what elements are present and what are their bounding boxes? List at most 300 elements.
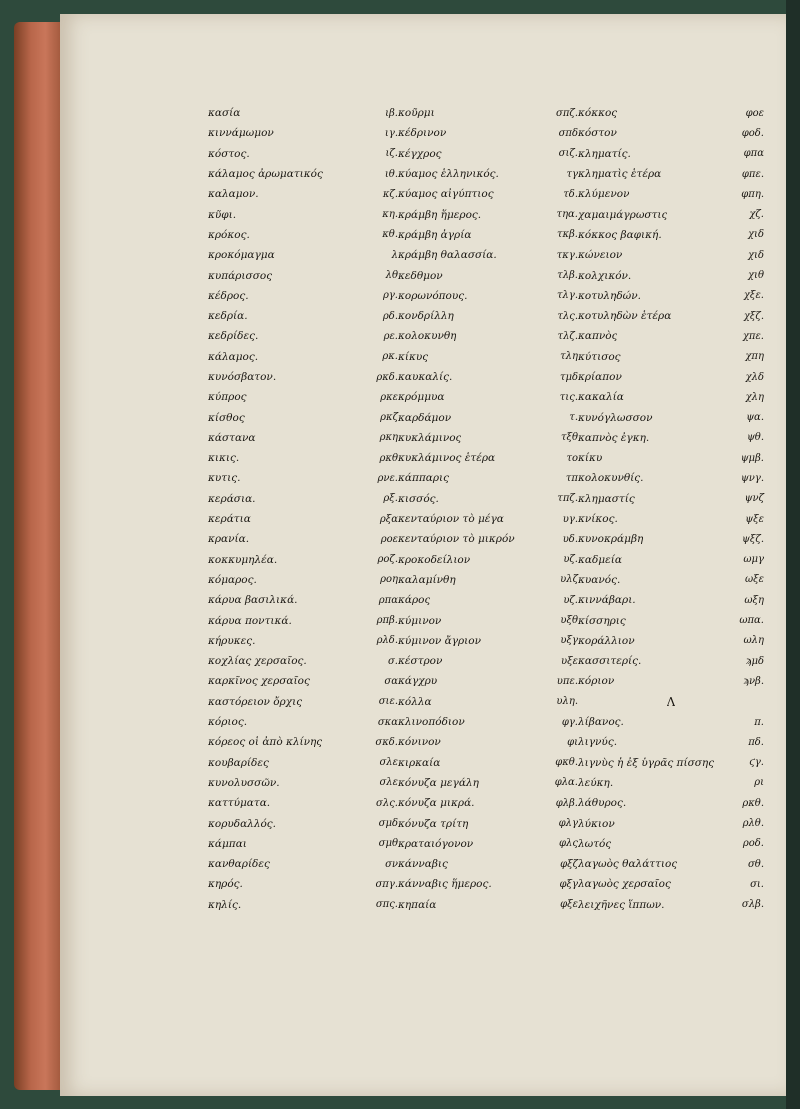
index-entry bbox=[398, 753, 578, 773]
entry-number: ρκε bbox=[380, 391, 398, 403]
entry-word: κάρυα βασιλικά. bbox=[208, 594, 298, 607]
index-entry bbox=[398, 712, 578, 732]
entry-number: ωλη bbox=[743, 635, 764, 647]
entry-number: ρπβ. bbox=[376, 615, 398, 627]
index-entry bbox=[578, 164, 764, 184]
entry-word: καρκῖνος χερσαῖος bbox=[208, 675, 310, 688]
entry-number: χξζ. bbox=[743, 310, 764, 322]
entry-word: κυνοκράμβη bbox=[578, 533, 644, 546]
entry-word: καρδάμον bbox=[398, 411, 452, 424]
entry-word: κεδρία. bbox=[208, 310, 248, 323]
entry-number: ρξα bbox=[379, 513, 398, 525]
entry-word: κιννάμωμον bbox=[208, 127, 274, 140]
index-entry bbox=[398, 265, 578, 285]
index-entry bbox=[398, 570, 578, 590]
entry-number: χλδ bbox=[745, 371, 764, 383]
index-entry bbox=[578, 570, 764, 590]
entry-number: ψνζ bbox=[744, 493, 764, 505]
index-entry bbox=[398, 529, 578, 549]
entry-number: ιγ. bbox=[384, 127, 398, 139]
index-entry bbox=[398, 225, 578, 245]
entry-number: κη. bbox=[382, 209, 398, 221]
index-entry bbox=[578, 874, 764, 894]
entry-word: κόκκος βαφική. bbox=[578, 228, 662, 241]
entry-number: χπη bbox=[745, 351, 764, 363]
entry-number: ϡμδ bbox=[745, 655, 764, 667]
index-entry bbox=[208, 793, 398, 813]
entry-word: κλύμενον bbox=[578, 188, 630, 201]
entry-word: κορωνόπους. bbox=[398, 289, 468, 302]
entry-number: ρκη bbox=[379, 432, 398, 444]
index-entry bbox=[578, 712, 764, 732]
entry-number: φπε. bbox=[741, 168, 764, 180]
index-entry bbox=[208, 773, 398, 793]
index-entry bbox=[208, 204, 398, 224]
entry-number: ιθ. bbox=[384, 168, 398, 180]
entry-word: κράμβη ἀγρία bbox=[398, 228, 472, 241]
entry-number: φπα bbox=[743, 148, 764, 160]
entry-word: κεδρίδες. bbox=[208, 330, 259, 343]
entry-word: κόκκος bbox=[578, 107, 618, 120]
entry-number: ρι bbox=[754, 777, 764, 789]
index-entry bbox=[578, 144, 764, 164]
index-entry bbox=[398, 834, 578, 854]
index-entry bbox=[208, 123, 398, 143]
entry-word: κράμβη θαλασσία. bbox=[398, 249, 497, 262]
index-entry bbox=[208, 387, 398, 407]
index-entry bbox=[208, 489, 398, 509]
entry-number: σιζ. bbox=[558, 148, 578, 160]
entry-word: καδμεία bbox=[578, 553, 622, 566]
entry-word: κολοκυνθίς. bbox=[578, 472, 644, 485]
entry-number: το bbox=[566, 452, 578, 464]
entry-word: κίκυ bbox=[578, 452, 603, 465]
entry-word: καυκαλίς. bbox=[398, 371, 453, 383]
entry-number: τξθ bbox=[560, 432, 578, 444]
index-entry bbox=[208, 509, 398, 529]
index-entry bbox=[398, 550, 578, 570]
entry-word: κάρυα ποντικά. bbox=[208, 614, 292, 627]
index-entry bbox=[208, 468, 398, 488]
entry-word: κόνινον bbox=[398, 736, 441, 749]
index-entry bbox=[208, 590, 398, 610]
entry-number: ρκζ bbox=[380, 412, 398, 424]
entry-word: καλαμον. bbox=[208, 188, 259, 201]
index-entry bbox=[578, 123, 764, 143]
entry-number: ρδ. bbox=[382, 310, 398, 322]
entry-word: κύαμος ἑλληνικός. bbox=[398, 168, 499, 181]
entry-word: κενταύριον τὸ μέγα bbox=[398, 513, 504, 526]
entry-number: σν bbox=[385, 858, 398, 870]
entry-word: κίσθος bbox=[208, 411, 245, 424]
entry-word: κονδρίλλη bbox=[398, 310, 454, 323]
index-entry bbox=[578, 306, 764, 326]
index-entry bbox=[578, 732, 764, 752]
entry-word: κράμβη ἥμερος. bbox=[398, 208, 482, 221]
entry-word: κάλαμος. bbox=[208, 350, 259, 363]
entry-number: τλς. bbox=[557, 310, 578, 322]
entry-word: κανθαρίδες bbox=[208, 858, 270, 871]
index-entry bbox=[398, 123, 578, 143]
entry-number: υξε bbox=[561, 655, 578, 667]
entry-number: σλς. bbox=[376, 797, 398, 809]
index-entry bbox=[208, 448, 398, 468]
entry-word: κοῦρμι bbox=[398, 107, 435, 120]
entry-number: ϛγ. bbox=[749, 757, 764, 769]
entry-word: κοράλλιον bbox=[578, 634, 635, 647]
index-entry bbox=[578, 103, 764, 123]
entry-word: κύαμος αἰγύπτιος bbox=[398, 188, 494, 201]
index-entry bbox=[208, 225, 398, 245]
index-entry bbox=[398, 144, 578, 164]
index-entry bbox=[578, 448, 764, 468]
entry-word: λαγωὸς θαλάττιος bbox=[578, 858, 678, 871]
index-entry bbox=[398, 813, 578, 833]
entry-word: κασσιτερίς. bbox=[578, 655, 642, 668]
index-entry bbox=[398, 874, 578, 894]
index-entry bbox=[578, 590, 764, 610]
index-entry bbox=[398, 245, 578, 265]
entry-number: σμθ bbox=[378, 838, 398, 850]
index-entry bbox=[208, 407, 398, 427]
index-entry bbox=[398, 610, 578, 630]
entry-number: λθ bbox=[385, 270, 398, 282]
entry-word: κάρος bbox=[398, 594, 431, 607]
entry-word: κυκλάμινος bbox=[398, 431, 462, 444]
entry-number: υλη. bbox=[556, 696, 578, 708]
entry-number: υζ. bbox=[563, 554, 578, 566]
entry-word: κόμαρος. bbox=[208, 573, 257, 586]
index-entry bbox=[208, 692, 398, 712]
entry-word: κόριον bbox=[578, 675, 615, 688]
entry-number: ρκθ bbox=[379, 452, 398, 464]
entry-number: φξζ bbox=[560, 858, 578, 870]
entry-word: κλινοπόδιον bbox=[398, 716, 465, 729]
entry-number: υδ. bbox=[562, 533, 578, 545]
index-entry bbox=[578, 245, 764, 265]
entry-number: ρνε. bbox=[377, 472, 398, 484]
index-entry bbox=[398, 773, 578, 793]
index-entry bbox=[578, 468, 764, 488]
entry-number: ρκ. bbox=[382, 351, 398, 363]
entry-word: κάνναβις bbox=[398, 858, 448, 871]
entry-number: υλζ bbox=[560, 574, 578, 586]
index-entry bbox=[578, 204, 764, 224]
index-entry bbox=[578, 225, 764, 245]
entry-number: χζ. bbox=[749, 209, 764, 221]
index-entry bbox=[208, 164, 398, 184]
entry-word: κυκλάμινος ἑτέρα bbox=[398, 452, 496, 465]
entry-number: φλβ. bbox=[555, 797, 578, 809]
entry-word: κλημαστίς bbox=[578, 492, 635, 505]
entry-word: κάστανα bbox=[208, 431, 256, 444]
index-entry bbox=[398, 326, 578, 346]
index-entry bbox=[398, 651, 578, 671]
entry-number: ρλθ. bbox=[742, 818, 764, 830]
index-entry bbox=[208, 712, 398, 732]
entry-number: ροε bbox=[380, 533, 398, 545]
index-entry bbox=[208, 651, 398, 671]
entry-word: κιννάβαρι. bbox=[578, 594, 636, 607]
entry-number: σιε. bbox=[378, 696, 398, 708]
index-entry bbox=[208, 428, 398, 448]
index-entry bbox=[578, 407, 764, 427]
entry-word: κοτυληδών. bbox=[578, 289, 641, 302]
entry-number: φξε bbox=[560, 899, 578, 911]
entry-word: κύμινον ἄγριον bbox=[398, 634, 481, 647]
index-entry bbox=[208, 367, 398, 387]
entry-number: τηα. bbox=[556, 209, 578, 221]
entry-word: κρόκος. bbox=[208, 228, 250, 241]
index-entry bbox=[398, 387, 578, 407]
entry-number: σλβ. bbox=[741, 899, 764, 911]
entry-word: κισσός. bbox=[398, 492, 439, 505]
index-entry bbox=[208, 610, 398, 630]
index-entry bbox=[208, 854, 398, 874]
entry-number: φοε bbox=[745, 107, 764, 119]
entry-number: τλβ. bbox=[557, 270, 578, 282]
index-entry bbox=[578, 184, 764, 204]
entry-word: λίβανος. bbox=[578, 716, 624, 729]
entry-word: κεδθμον bbox=[398, 269, 443, 282]
entry-word: κακαλία bbox=[578, 391, 624, 404]
index-entry bbox=[578, 793, 764, 813]
index-column-3 bbox=[578, 103, 764, 915]
entry-word: κρανία. bbox=[208, 533, 250, 546]
entry-number: ρξ. bbox=[383, 493, 398, 505]
entry-word: κάμπαι bbox=[208, 837, 247, 850]
entry-number: φλα. bbox=[554, 777, 578, 789]
index-entry bbox=[578, 813, 764, 833]
index-entry bbox=[208, 286, 398, 306]
entry-number: ρε. bbox=[383, 330, 398, 342]
index-entry bbox=[578, 347, 764, 367]
index-entry bbox=[578, 428, 764, 448]
entry-number: τδ. bbox=[563, 188, 578, 200]
entry-number: χιδ bbox=[747, 229, 764, 241]
entry-word: κυτις. bbox=[208, 472, 241, 485]
index-entry bbox=[398, 509, 578, 529]
index-entry bbox=[398, 895, 578, 915]
entry-word: λιγνύς. bbox=[578, 736, 618, 749]
index-entry bbox=[578, 631, 764, 651]
index-entry bbox=[578, 509, 764, 529]
entry-word: κυνόγλωσσον bbox=[578, 411, 653, 424]
entry-number: σπδ bbox=[558, 127, 578, 139]
entry-word: λεύκη. bbox=[578, 776, 614, 789]
entry-word: καπνὸς ἐγκη. bbox=[578, 431, 650, 444]
entry-number: ψξε bbox=[745, 513, 764, 525]
entry-number: σπς. bbox=[375, 899, 398, 911]
entry-number: υξθ bbox=[560, 615, 578, 627]
index-entry bbox=[208, 813, 398, 833]
entry-number: σθ. bbox=[747, 858, 764, 870]
index-entry bbox=[398, 448, 578, 468]
entry-number: φλς bbox=[559, 838, 578, 850]
entry-number: σι. bbox=[750, 878, 764, 890]
entry-number: υγ. bbox=[562, 513, 578, 525]
entry-word: κουβαρίδες bbox=[208, 756, 269, 769]
index-entry bbox=[398, 103, 578, 123]
entry-number: σπζ. bbox=[556, 107, 578, 119]
entry-word: κεράσια. bbox=[208, 492, 256, 505]
index-entry bbox=[398, 184, 578, 204]
entry-word: κίκυς bbox=[398, 350, 429, 363]
index-entry bbox=[208, 306, 398, 326]
entry-number: σκα bbox=[377, 716, 398, 728]
index-entry bbox=[398, 204, 578, 224]
entry-word: κρόμμυα bbox=[398, 391, 445, 404]
entry-word: κόριος. bbox=[208, 716, 248, 729]
entry-number: πδ. bbox=[748, 736, 764, 748]
entry-number: ργ. bbox=[382, 290, 398, 302]
entry-number: ιβ. bbox=[385, 107, 398, 119]
entry-number: υζ. bbox=[563, 594, 578, 606]
entry-number: ωξε bbox=[744, 574, 764, 586]
entry-word: κυνολυσσῶν. bbox=[208, 776, 280, 789]
index-entry bbox=[208, 326, 398, 346]
index-entry bbox=[208, 753, 398, 773]
index-entry bbox=[208, 732, 398, 752]
index-entry bbox=[578, 265, 764, 285]
entry-word: κόστος. bbox=[208, 147, 250, 160]
entry-word: κηπαία bbox=[398, 898, 437, 911]
entry-number: κζ. bbox=[382, 188, 398, 200]
entry-word: Λ bbox=[666, 694, 676, 709]
index-entry bbox=[208, 144, 398, 164]
entry-word: κικις. bbox=[208, 452, 240, 465]
entry-number: τις. bbox=[559, 391, 578, 403]
entry-word: κάλαμος ἀρωματικός bbox=[208, 168, 323, 181]
entry-number: τπ bbox=[565, 472, 578, 484]
entry-number: υξγ bbox=[560, 635, 578, 647]
entry-number: ωμγ bbox=[743, 554, 764, 566]
entry-number: φξγ bbox=[559, 878, 578, 890]
index-entry bbox=[208, 529, 398, 549]
index-entry bbox=[208, 347, 398, 367]
entry-number: σλε bbox=[379, 777, 398, 789]
entry-word: κιρκαία bbox=[398, 756, 441, 769]
entry-number: ιζ. bbox=[385, 148, 398, 160]
entry-word: κυανός. bbox=[578, 573, 621, 586]
entry-word: κάνναβις ἥμερος. bbox=[398, 878, 492, 891]
entry-number: φι bbox=[567, 736, 578, 748]
index-entry bbox=[398, 692, 578, 712]
entry-number: ψμβ. bbox=[740, 452, 764, 464]
entry-number: ψνγ. bbox=[740, 472, 764, 484]
entry-word: κυνόσβατον. bbox=[208, 371, 277, 383]
index-entry bbox=[208, 245, 398, 265]
entry-number: σκδ. bbox=[375, 736, 398, 748]
index-entry bbox=[398, 286, 578, 306]
entry-word: κληματίς. bbox=[578, 147, 631, 160]
entry-number: π. bbox=[754, 716, 764, 728]
entry-number: ροη bbox=[380, 574, 398, 586]
entry-word: κνίκος. bbox=[578, 513, 618, 526]
index-entry bbox=[578, 367, 764, 387]
entry-number: τ. bbox=[569, 412, 578, 424]
entry-number: φλγ bbox=[558, 818, 578, 830]
entry-word: καλαμίνθη bbox=[398, 573, 456, 586]
entry-word: κόνυζα μεγάλη bbox=[398, 776, 479, 789]
entry-word: κέδρινον bbox=[398, 127, 447, 140]
entry-number: ρπα bbox=[378, 594, 398, 606]
index-entry bbox=[398, 428, 578, 448]
entry-word: κύμινον bbox=[398, 614, 442, 627]
index-entry bbox=[208, 184, 398, 204]
index-entry bbox=[578, 387, 764, 407]
entry-number: σλε bbox=[379, 757, 398, 769]
entry-word: κίσσηρις bbox=[578, 614, 626, 627]
entry-word: κόνυζα τρίτη bbox=[398, 817, 469, 830]
entry-word: κολχικόν. bbox=[578, 269, 632, 282]
entry-word: κῦφι. bbox=[208, 208, 237, 221]
entry-word: κοκκυμηλέα. bbox=[208, 553, 278, 566]
entry-word: κέγχρος bbox=[398, 147, 442, 160]
index-entry bbox=[208, 874, 398, 894]
index-entry bbox=[398, 671, 578, 691]
index-entry bbox=[578, 895, 764, 915]
entry-word: κύπρος bbox=[208, 391, 247, 404]
entry-number: ρκθ. bbox=[742, 797, 764, 809]
entry-number: ψα. bbox=[746, 412, 764, 424]
entry-word: λειχῆνες ἵππων. bbox=[578, 898, 665, 911]
index-entry bbox=[578, 671, 764, 691]
entry-number: ϡνβ. bbox=[743, 675, 764, 687]
index-entry bbox=[398, 468, 578, 488]
entry-word: κάππαρις bbox=[398, 472, 450, 485]
entry-number: τλη bbox=[560, 351, 578, 363]
entry-word: κεράτια bbox=[208, 513, 251, 526]
index-entry bbox=[208, 550, 398, 570]
entry-number: φπη. bbox=[741, 188, 764, 200]
index-entry bbox=[208, 834, 398, 854]
entry-word: λαγωὸς χερσαῖος bbox=[578, 878, 671, 891]
entry-number: χιδ bbox=[747, 249, 764, 261]
index-entry bbox=[398, 489, 578, 509]
index-entry bbox=[398, 164, 578, 184]
entry-number: ροδ. bbox=[742, 838, 764, 850]
entry-word: λωτός bbox=[578, 837, 612, 850]
index-entry bbox=[398, 347, 578, 367]
index-entry bbox=[398, 367, 578, 387]
entry-number: τκβ. bbox=[556, 229, 578, 241]
entry-word: χαμαιμάγρωστις bbox=[578, 208, 668, 221]
index-entry bbox=[398, 854, 578, 874]
entry-number: ρλδ. bbox=[376, 635, 398, 647]
entry-word: κάγχρυ bbox=[398, 675, 438, 688]
entry-word: κραταιόγονον bbox=[398, 837, 474, 850]
entry-number: ψθ. bbox=[746, 432, 764, 444]
entry-number: τγ bbox=[566, 168, 578, 180]
entry-number: φκθ. bbox=[555, 757, 578, 769]
index-entry bbox=[578, 753, 764, 773]
entry-number: ψξζ. bbox=[742, 533, 764, 545]
index-entry bbox=[398, 590, 578, 610]
index-entry bbox=[208, 103, 398, 123]
index-entry bbox=[208, 895, 398, 915]
entry-word: κόλλα bbox=[398, 695, 432, 708]
entry-number: λ bbox=[391, 249, 398, 261]
entry-word: κήρυκες. bbox=[208, 634, 256, 647]
index-entry bbox=[578, 326, 764, 346]
index-entry bbox=[578, 651, 764, 671]
entry-number: ροζ. bbox=[377, 554, 398, 566]
entry-number: φγ. bbox=[561, 716, 578, 728]
entry-word: κηρός. bbox=[208, 878, 243, 891]
entry-word: λάθυρος. bbox=[578, 797, 627, 810]
index-entry bbox=[578, 610, 764, 630]
